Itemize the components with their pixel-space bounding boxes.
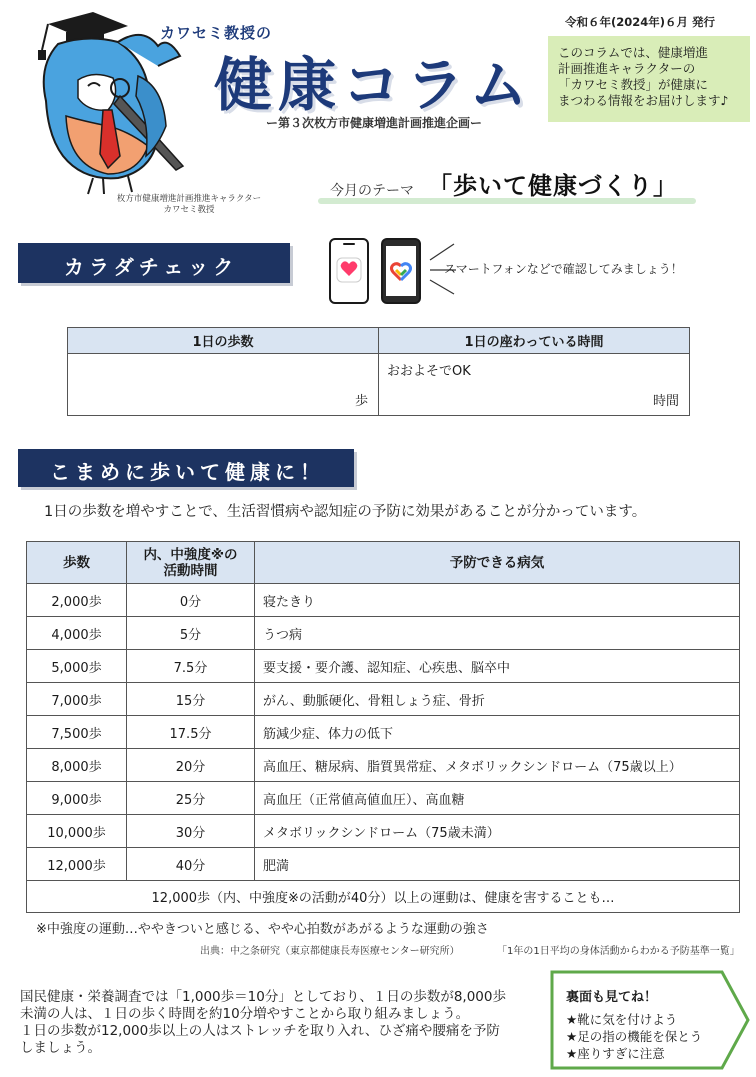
body-check-table — [67, 327, 690, 416]
table-footer-row: 12,000歩（内、中強度※の活動が40分）以上の運動は、健康を害することも… — [27, 881, 740, 913]
unit-hours: 時間 — [652, 394, 679, 409]
sitting-note: おおよそでOK — [387, 364, 471, 379]
back-page-item: ★座りすぎに注意 — [566, 1046, 665, 1061]
table-row: 5,000歩 7.5分 要支援・要介護、認知症、心疾患、脳卒中 — [27, 650, 740, 683]
daily-sitting-cell[interactable] — [379, 354, 690, 416]
table-row: 9,000歩 25分 高血圧（正常値高値血圧）、高血糖 — [27, 782, 740, 815]
steps-prevention-table — [26, 541, 740, 913]
back-page-title: 裏面も見てね！ — [566, 990, 658, 1005]
col-daily-sitting: 1日の座わっている時間 — [379, 328, 690, 354]
header-diseases: 予防できる病気 — [255, 542, 740, 584]
theme-title: 「歩いて健康づくり」 — [428, 172, 678, 200]
table-row: 2,000歩 0分 寝たきり — [27, 584, 740, 617]
table-row: 4,000歩 5分 うつ病 — [27, 617, 740, 650]
unit-steps: 歩 — [354, 394, 368, 409]
back-page-item: ★足の指の機能を保とう — [566, 1029, 703, 1044]
theme-label: 今月のテーマ — [330, 183, 414, 199]
source-title: 「1年の1日平均の身体活動からわかる予防基準一覧」 — [497, 946, 740, 957]
table-row: 12,000歩 40分 肥満 — [27, 848, 740, 881]
section-banner-body-check: カラダチェック — [18, 243, 290, 283]
intensity-note: ※中強度の運動…ややきついと感じる、やや心拍数があがるような運動の強さ — [36, 922, 489, 937]
col-daily-steps: 1日の歩数 — [68, 328, 379, 354]
daily-steps-cell[interactable] — [68, 354, 379, 416]
table-row: 8,000歩 20分 高血圧、糖尿病、脂質異常症、メタボリックシンドローム（75歳以上） — [27, 749, 740, 782]
walking-lead-text: 1日の歩数を増やすことで、生活習慣病や認知症の予防に効果があることが分かっています。 — [44, 504, 647, 520]
bottom-advice: 国民健康・栄養調査では「1,000歩＝10分」としており、１日の歩数が8,000歩 未満の人は、１日の歩く時間を約10分増やすことから取り組みましょう。 １日の歩数が12,000歩以上の人はストレッチを取り入れ、ひざ痛や腰痛を予防 しましょう。 — [20, 989, 506, 1056]
column-title: 健康コラム — [214, 51, 534, 119]
table-row: 10,000歩 30分 メタボリックシンドローム（75歳未満） — [27, 815, 740, 848]
back-page-item: ★靴に気を付けよう — [566, 1012, 678, 1027]
section-banner-walking: こまめに歩いて健康に！ — [18, 449, 354, 487]
table-row: 7,000歩 15分 がん、動脈硬化、骨粗しょう症、骨折 — [27, 683, 740, 716]
intro-box: このコラムでは、健康増進 計画推進キャラクターの 「カワセミ教授」が健康に まつわる情報をお届けします♪ — [548, 36, 750, 122]
table-row: 7,500歩 17.5分 筋減少症、体力の低下 — [27, 716, 740, 749]
issue-date: 令和６年(2024年)６月 発行 — [565, 15, 716, 29]
source-citation: 出典：中之条研究（東京都健康長寿医療センター研究所） — [200, 946, 460, 957]
column-subtitle: ー第３次枚方市健康増進計画推進企画ー — [266, 116, 483, 130]
header-activity-time: 内、中強度※の 活動時間 — [127, 542, 255, 584]
smartphone-hint: スマートフォンなどで確認してみましょう！ — [444, 262, 683, 276]
column-brand-prefix: カワセミ教授の — [160, 24, 273, 42]
header-steps: 歩数 — [27, 542, 127, 584]
smartphone-fit-app-icon — [381, 238, 421, 304]
smartphone-health-app-icon — [329, 238, 369, 304]
mascot-caption: 枚方市健康増進計画推進キャラクター カワセミ教授 — [116, 194, 262, 215]
